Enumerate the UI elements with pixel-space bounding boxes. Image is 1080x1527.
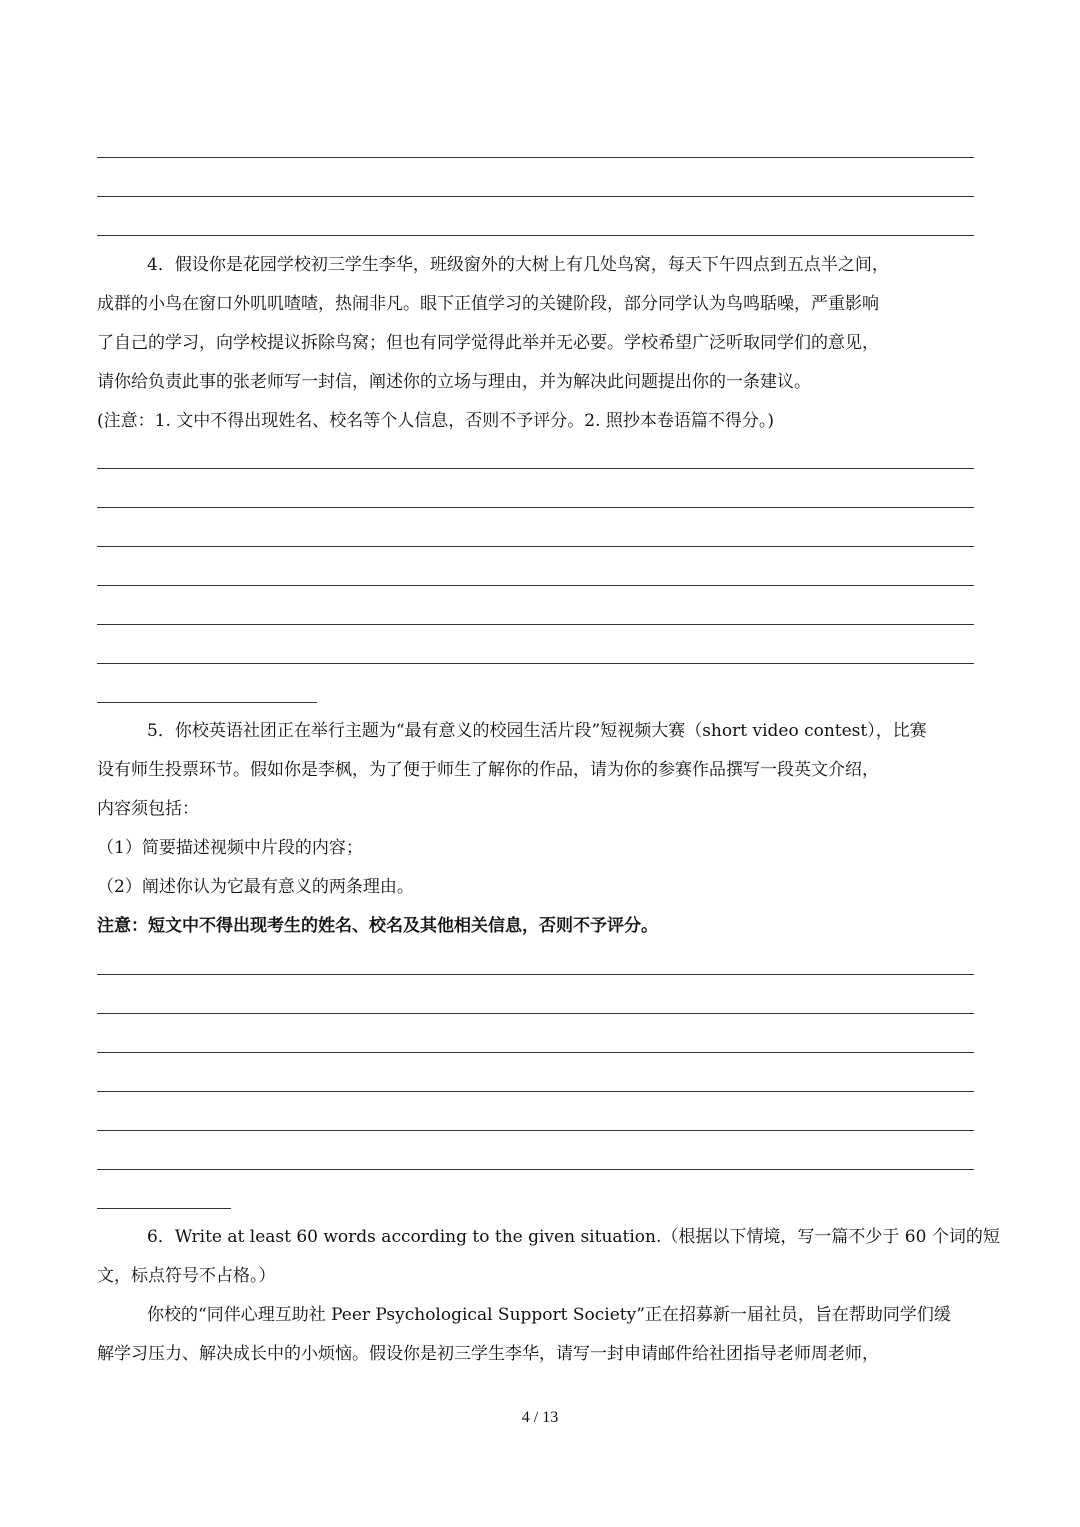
answer-line <box>97 1169 974 1170</box>
answer-line-short <box>97 1208 231 1209</box>
answer-line <box>97 663 974 664</box>
question-5-line: 设有师生投票环节。假如你是李枫，为了便于师生了解你的作品，请为你的参赛作品撰写一段英文介绍， <box>97 760 879 780</box>
answer-line <box>97 196 974 197</box>
question-5-line: 内容须包括： <box>97 799 199 819</box>
answer-line <box>97 507 974 508</box>
question-5-item: （2）阐述你认为它最有意义的两条理由。 <box>97 877 414 897</box>
question-5-item: （1）简要描述视频中片段的内容； <box>97 838 363 858</box>
question-4 <box>97 246 982 441</box>
question-4-note: (注意：1. 文中不得出现姓名、校名等个人信息，否则不予评分。2. 照抄本卷语篇不得分。) <box>97 411 775 431</box>
question-4-line: 成群的小鸟在窗口外叽叽喳喳，热闹非凡。眼下正值学习的关键阶段，部分同学认为鸟鸣聒噪，严重影响 <box>97 294 879 314</box>
answer-line <box>97 624 974 625</box>
answer-line <box>97 468 974 469</box>
answer-line <box>97 1052 974 1053</box>
answer-line <box>97 546 974 547</box>
answer-line-short <box>97 702 317 703</box>
question-6 <box>97 1218 1000 1296</box>
answer-line <box>97 1130 974 1131</box>
answer-line <box>97 235 974 236</box>
question-5 <box>97 712 982 946</box>
question-5-line: 5．你校英语社团正在举行主题为“最有意义的校园生活片段”短视频大赛（short video contest），比赛 <box>147 721 927 741</box>
question-4-line: 了自己的学习，向学校提议拆除鸟窝；但也有同学觉得此举并无必要。学校希望广泛听取同学们的意见， <box>97 333 879 353</box>
answer-line <box>97 585 974 586</box>
question-6-line: 6．Write at least 60 words according to the given situation.（根据以下情境，写一篇不少于 60 个词的短 <box>147 1227 1000 1247</box>
situation-line: 解学习压力、解决成长中的小烦恼。假设你是初三学生李华，请写一封申请邮件给社团指导老师周老师， <box>97 1344 879 1364</box>
question-5-note: 注意：短文中不得出现考生的姓名、校名及其他相关信息，否则不予评分。 <box>97 916 658 936</box>
question-4-line: 请你给负责此事的张老师写一封信，阐述你的立场与理由，并为解决此问题提出你的一条建议。 <box>97 372 811 392</box>
answer-line <box>97 974 974 975</box>
question-6-line: 文，标点符号不占格。） <box>97 1266 276 1286</box>
answer-line <box>97 157 974 158</box>
answer-line <box>97 1013 974 1014</box>
question-6-situation <box>97 1296 982 1374</box>
question-4-line: 4．假设你是花园学校初三学生李华，班级窗外的大树上有几处鸟窝，每天下午四点到五点半之间， <box>147 255 889 275</box>
page-number: 4 / 13 <box>521 1409 559 1426</box>
answer-line <box>97 1091 974 1092</box>
situation-line: 你校的“同伴心理互助社 Peer Psychological Support Society”正在招募新一届社员，旨在帮助同学们缓 <box>147 1305 951 1325</box>
